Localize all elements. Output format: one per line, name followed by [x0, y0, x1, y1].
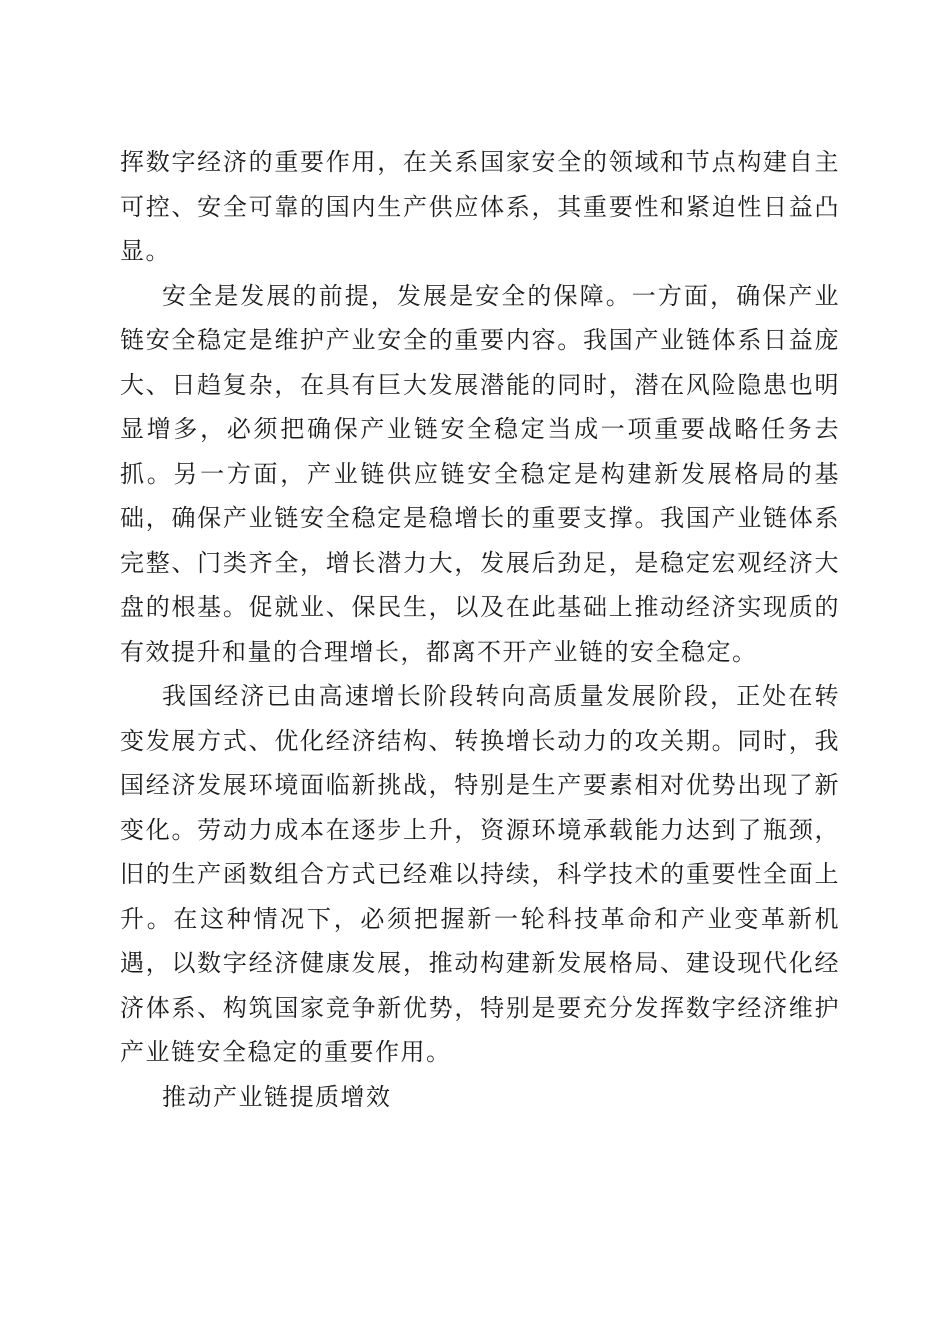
document-body	[120, 140, 840, 1119]
section-heading: 推动产业链提质增效	[162, 1082, 392, 1111]
paragraph-economic-transition: 我国经济已由高速增长阶段转向高质量发展阶段，正处在转变发展方式、优化经济结构、转换增长动力的攻关期。同时，我国经济发展环境面临新挑战，特别是生产要素相对优势出现了新变化。劳动力成本在逐步上升，资源环境承载能力达到了瓶颈，旧的生产函数组合方式已经难以持续，科学技术的重要性全面上升。在这种情况下，必须把握新一轮科技革命和产业变革新机遇，以数字经济健康发展，推动构建新发展格局、建设现代化经济体系、构筑国家竞争新优势，特别是要充分发挥数字经济维护产业链安全稳定的重要作用。	[120, 682, 840, 1066]
paragraph-security-development: 安全是发展的前提，发展是安全的保障。一方面，确保产业链安全稳定是维护产业安全的重要内容。我国产业链体系日益庞大、日趋复杂，在具有巨大发展潜能的同时，潜在风险隐患也明显增多，必须把确保产业链安全稳定当成一项重要战略任务去抓。另一方面，产业链供应链安全稳定是构建新发展格局的基础，确保产业链安全稳定是稳增长的重要支撑。我国产业链体系完整、门类齐全，增长潜力大，发展后劲足，是稳定宏观经济大盘的根基。促就业、保民生，以及在此基础上推动经济实现质的有效提升和量的合理增长，都离不开产业链的安全稳定。	[120, 281, 840, 666]
paragraph-continuation: 挥数字经济的重要作用，在关系国家安全的领域和节点构建自主可控、安全可靠的国内生产供应体系，其重要性和紧迫性日益凸显。	[120, 148, 840, 265]
